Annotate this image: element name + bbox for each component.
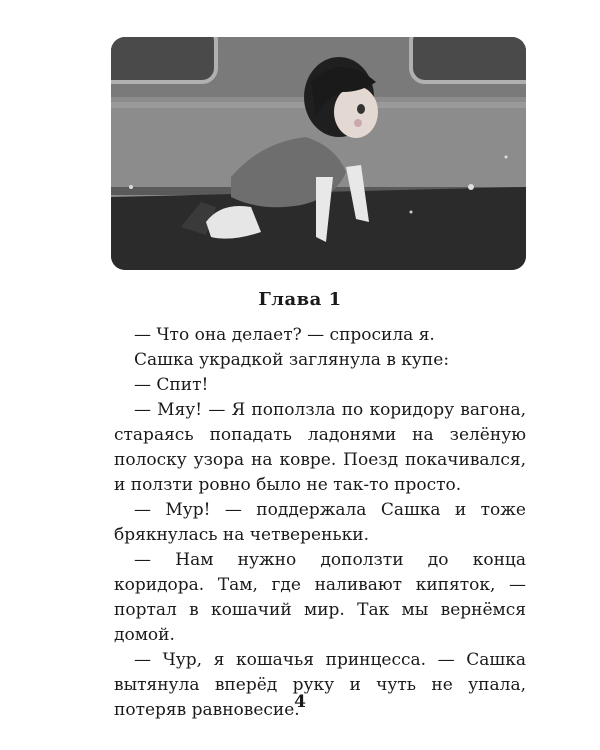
chapter-illustration — [111, 37, 526, 270]
paragraph: Сашка украдкой заглянула в купе: — [134, 350, 450, 370]
paragraph: — Спит! — [134, 375, 209, 395]
paragraph: — Что она делает? — спросила я. — [134, 325, 435, 345]
chapter-title: Глава 1 — [258, 289, 342, 310]
girl-crawling-icon — [111, 37, 526, 270]
page-number: 4 — [294, 692, 306, 712]
paragraph: — Мур! — поддержала Сашка и тоже брякнулась на четвереньки. — [114, 500, 526, 545]
paragraph: — Чур, я кошачья принцесса. — Сашка вытянула вперёд руку и чуть не упала, потеряв равновесие. — [114, 650, 526, 720]
story-text — [114, 323, 526, 723]
paragraph: — Нам нужно доползти до конца коридора. Там, где наливают кипяток, — портал в кошачий мир. Так мы вернёмся домой. — [114, 550, 526, 645]
paragraph: — Мяу! — Я поползла по коридору вагона, стараясь попадать ладонями на зелёную полоску узора на ковре. Поезд покачивался, и ползти ровно было не так-то просто. — [114, 400, 526, 495]
